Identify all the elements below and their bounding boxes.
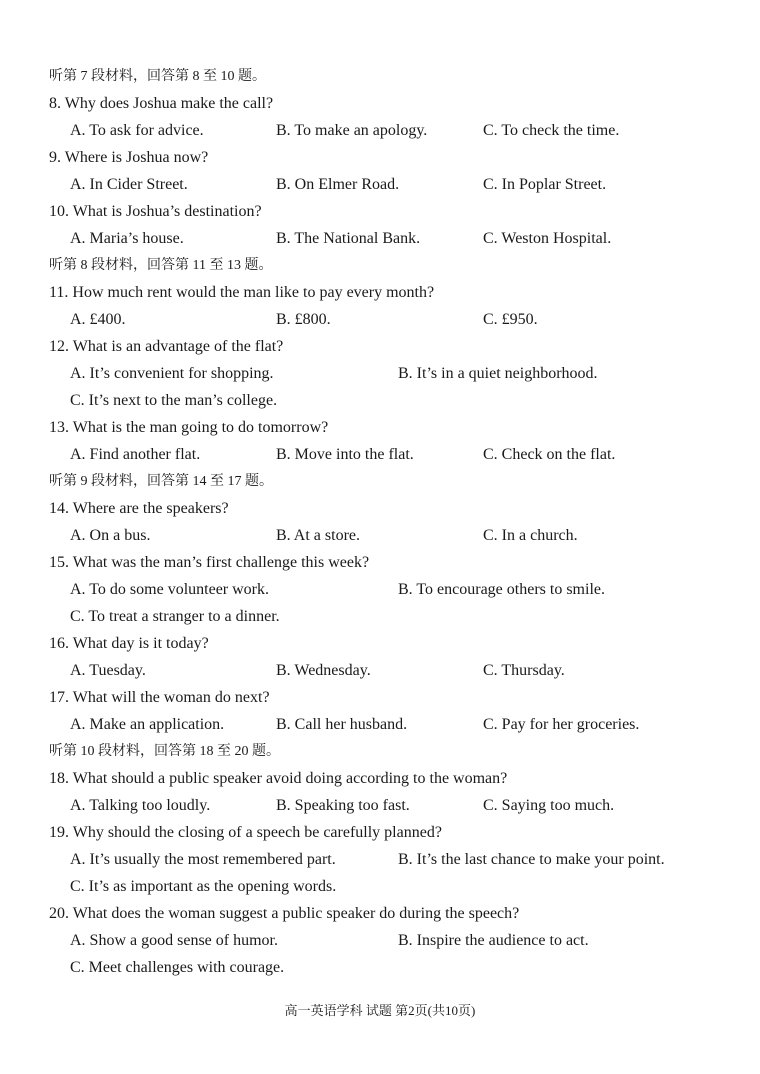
- answer-option: B. Inspire the audience to act.: [398, 932, 589, 949]
- section-instruction: 听第 10 段材料，回答第 18 至 20 题。: [49, 744, 280, 759]
- answer-option: B. £800.: [276, 311, 331, 328]
- answer-option: A. Maria’s house.: [70, 230, 184, 247]
- answer-option: A. On a bus.: [70, 527, 151, 544]
- answer-option: C. Weston Hospital.: [483, 230, 612, 247]
- page-footer: 高一英语学科 试题 第2页(共10页): [284, 1003, 476, 1018]
- answer-option: B. To make an apology.: [276, 122, 428, 139]
- answer-option: C. To check the time.: [483, 122, 620, 139]
- answer-option: B. It’s the last chance to make your point.: [398, 851, 665, 868]
- question-stem: 18. What should a public speaker avoid doing according to the woman?: [49, 770, 508, 787]
- question-stem: 20. What does the woman suggest a public speaker do during the speech?: [49, 905, 520, 922]
- question-stem: 11. How much rent would the man like to pay every month?: [49, 284, 435, 301]
- answer-option: B. The National Bank.: [276, 230, 421, 247]
- question-stem: 9. Where is Joshua now?: [49, 149, 209, 166]
- question-stem: 14. Where are the speakers?: [49, 500, 229, 517]
- question-stem: 13. What is the man going to do tomorrow?: [49, 419, 329, 436]
- answer-option: C. In Poplar Street.: [483, 176, 607, 193]
- answer-option: C. Meet challenges with courage.: [70, 959, 285, 976]
- question-stem: 15. What was the man’s first challenge this week?: [49, 554, 370, 571]
- answer-option: C. Saying too much.: [483, 797, 615, 814]
- answer-option: A. Make an application.: [70, 716, 225, 733]
- answer-option: C. It’s next to the man’s college.: [70, 392, 278, 409]
- question-stem: 19. Why should the closing of a speech be carefully planned?: [49, 824, 442, 841]
- answer-option: C. Thursday.: [483, 662, 565, 679]
- section-instruction: 听第 9 段材料，回答第 14 至 17 题。: [49, 474, 273, 489]
- question-stem: 10. What is Joshua’s destination?: [49, 203, 262, 220]
- answer-option: B. Call her husband.: [276, 716, 408, 733]
- answer-option: A. Show a good sense of humor.: [70, 932, 278, 949]
- question-stem: 17. What will the woman do next?: [49, 689, 270, 706]
- answer-option: B. To encourage others to smile.: [398, 581, 605, 598]
- answer-option: A. Find another flat.: [70, 446, 201, 463]
- answer-option: B. Move into the flat.: [276, 446, 414, 463]
- section-instruction: 听第 8 段材料，回答第 11 至 13 题。: [49, 258, 273, 273]
- answer-option: A. Talking too loudly.: [70, 797, 211, 814]
- answer-option: B. Wednesday.: [276, 662, 371, 679]
- answer-option: C. To treat a stranger to a dinner.: [70, 608, 280, 625]
- answer-option: A. £400.: [70, 311, 126, 328]
- answer-option: B. It’s in a quiet neighborhood.: [398, 365, 598, 382]
- answer-option: A. To ask for advice.: [70, 122, 204, 139]
- question-stem: 12. What is an advantage of the flat?: [49, 338, 284, 355]
- answer-option: A. It’s usually the most remembered part.: [70, 851, 336, 868]
- answer-option: B. At a store.: [276, 527, 360, 544]
- answer-option: C. Pay for her groceries.: [483, 716, 640, 733]
- answer-option: B. Speaking too fast.: [276, 797, 410, 814]
- answer-option: C. £950.: [483, 311, 538, 328]
- answer-option: C. In a church.: [483, 527, 578, 544]
- answer-option: C. Check on the flat.: [483, 446, 616, 463]
- question-stem: 16. What day is it today?: [49, 635, 209, 652]
- answer-option: C. It’s as important as the opening words.: [70, 878, 337, 895]
- question-stem: 8. Why does Joshua make the call?: [49, 95, 274, 112]
- answer-option: A. It’s convenient for shopping.: [70, 365, 274, 382]
- answer-option: B. On Elmer Road.: [276, 176, 400, 193]
- answer-option: A. Tuesday.: [70, 662, 146, 679]
- section-instruction: 听第 7 段材料，回答第 8 至 10 题。: [49, 69, 266, 84]
- answer-option: A. In Cider Street.: [70, 176, 188, 193]
- answer-option: A. To do some volunteer work.: [70, 581, 269, 598]
